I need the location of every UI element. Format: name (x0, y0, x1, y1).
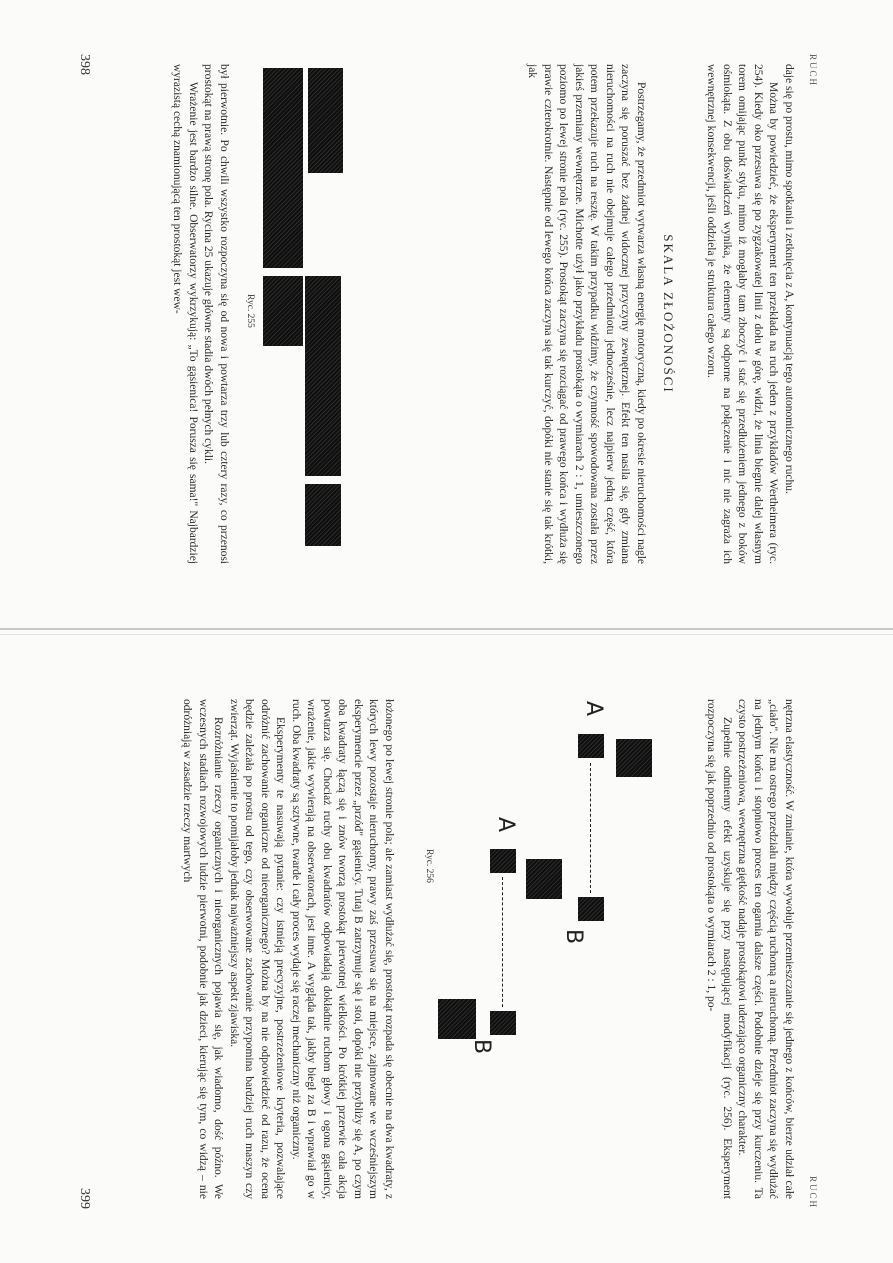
fig256-square-a-2 (490, 849, 516, 873)
page-fold-shadow (0, 634, 893, 635)
figure-256 (416, 699, 666, 1199)
fig255-stage-4 (305, 276, 341, 476)
running-head: RUCH (808, 54, 818, 88)
paragraph: nętrzna elastyczność. W zmianie, która wywołuje przemieszczanie się jednego z końców, bierze udział całe „ciało". Nie ma ostrego przedziału między częścią ruchomą a nieruchomą. Przedmiot zaczyna się wydłużać na jednym końcu i stopniowo proces ten ogarnia dalsze części. Podobnie dzieje się przy kurczeniu. Ta czysto postrzeżeniowa, wewnętrzna giętkość nadaje prostokątowi uderzająco organiczny charakter. (736, 699, 795, 1199)
page-number: 399 (77, 1188, 92, 1209)
fig256-square-b-1 (578, 897, 604, 921)
fig255-stage-1 (308, 68, 343, 173)
label-b: B (469, 1039, 494, 1055)
top-text-block (703, 699, 796, 1199)
figure-caption: Ryc. 256 (424, 849, 434, 883)
page-fold (0, 628, 893, 630)
paragraph: Postrzegamy, że przedmiot wytwarza własną energię motoryczną, kiedy po okresie nieruchomości nagle zaczyna się poruszać bez żadnej widocznej przyczyny zewnętrznej. Efekt ten nasila się, gdy zmiana nieruchomości na ruch nie obejmuje całego przedmiotu jednocześnie, lecz najpierw jedną część, która potem przekazuje ruch na resztę. W takim przypadku widzimy, że czynność spowodowana została przez jakieś przemiany wewnętrzne. Michotte użył jako przykładu prostokąta o wymiarach 2 : 1, umieszczonego poziomo po lewej stronie pola (ryc. 255). Prostokąt zaczyna się rozciągać od prawego końca i wydłuża się prawie czterokrotnie. Następnie od lewego końca zaczyna się tak kurczyć, dopóki nie stanie się tak krótki, jak (526, 64, 647, 564)
bottom-text-block (169, 64, 231, 564)
fig255-stage-5 (305, 484, 341, 546)
fig256-square-a-1 (578, 734, 604, 758)
fig256-rect-top (616, 739, 652, 777)
fig256-rect-bottom (438, 999, 476, 1039)
fig256-dash-2 (502, 877, 503, 1007)
page-398 (66, 34, 826, 594)
fig255-stage-3 (263, 276, 303, 346)
label-a: A (493, 817, 518, 833)
fig255-stage-2 (263, 68, 303, 268)
fig256-rect-mid (526, 859, 562, 899)
paragraph: Eksperymenty te nasuwają pytanie: czy istnieją precyzyjne, postrzeżeniowe kryteria, pozwalające odróżnić zachowanie organiczne od nieorganicznego? Można by na nie odpowiedzieć od razu, że ocena będzie zależała po prostu od tego, czy obserwowane zachowanie przypomina bardziej ruch maszyn czy zwierząt. Wyjaśnienie to pomijałoby jednak najważniejszy aspekt zjawiska. (228, 699, 287, 1199)
fig256-dash-1 (590, 763, 591, 893)
paragraph: Zupełnie odmienny efekt uzyskuje się przy następującej modyfikacji (ryc. 256). Eksperyment rozpoczyna się jak poprzednio od prostokąta o wymiarach 2 : 1, po- (705, 699, 733, 1199)
paragraph: Wrażenie jest bardzo silne. Obserwatorzy wykrzykują: „To gąsienica! Porusza się sama!" Najbardziej wyrazistą cechą znamionującą ten prostokąt jest wew- (171, 64, 199, 564)
page-number: 398 (77, 54, 92, 75)
paragraph: Rozróżnianie rzeczy organicznych i nieorganicznych pojawia się, jak wiadomo, dość późno. We wczesnych stadiach rozwojowych ludzie pierwotni, podobnie jak dzieci, kierując się tym, co widzą – nie odróżniają w zasadzie rzeczy martwych (181, 699, 225, 1199)
figure-255 (245, 64, 491, 564)
paragraph: łożonego po lewej stronie pola; ale zamiast wydłużać się, prostokąt rozpada się obecnie na dwa kwadraty, z których lewy pozostaje nieruchomy, prawy zaś przesuwa się na miejsce, zajmowane we wcześniejszym eksperymencie przez „przód" gąsienicy. Tutaj B zatrzymuje się i stoi, dopóki nie przybliży się A, po czym oba kwadraty łączą się i znów tworzą prostokąt pierwotnej wielkości. Po krótkiej przerwie cała akcja powtarza się. Chociaż ruchy obu kwadratów odpowiadają dokładnie ruchom głowy i ogona gąsienicy, wrażenie, jakie wywierają na obserwatorach, jest inne. A wygląda tak, jakby biegł za B i wprawiał go w ruch. Oba kwadraty są sztywne, twarde i cały proces wydaje się raczej mechaniczny niż organiczny. (290, 699, 395, 1199)
paragraph: Można by powiedzieć, że eksperyment ten przekłada na ruch jeden z przykładów Wertheimera (ryc. 254). Kiedy oko przesuwa się po zygzakowatej linii z dołu w górę, widzi, że linia biegnie dalej własnym torem omijając punkt styku, mimo iż mogłaby tam zboczyć i stać się przedłużeniem jednego z boków ośmiokąta. Z obu doświadczeń wynika, że elementy są odporne na połączenie i nic nie zagraża ich wewnętrznej konsekwencji, jeśli oddziela je struktura całego wzoru. (705, 64, 780, 564)
label-a: A (581, 701, 606, 717)
running-head: RUCH (808, 1175, 818, 1209)
fig256-square-b-2 (490, 1011, 516, 1035)
label-b: B (561, 929, 586, 945)
paragraph: daje się po prostu, mimo spotkania i zetknięcia z A, kontynuacją tego autonomicznego ruchu. (783, 64, 795, 494)
page-399 (66, 669, 826, 1229)
paragraph: był pierwotnie. Po chwili wszystko rozpoczyna się od nowa i powtarza trzy lub cztery razy, co przenosi prostokąt na prawą stronę pola. Rycina 25 ukazuje główne stadia dwóch pełnych cykli. (202, 64, 230, 564)
figure-caption: Ryc. 255 (245, 294, 255, 328)
body-text-block (179, 699, 396, 1199)
section-heading: SKALA ZŁOŻONOŚCI (661, 234, 676, 394)
body-text-block (524, 64, 648, 564)
top-text-block (703, 64, 796, 564)
